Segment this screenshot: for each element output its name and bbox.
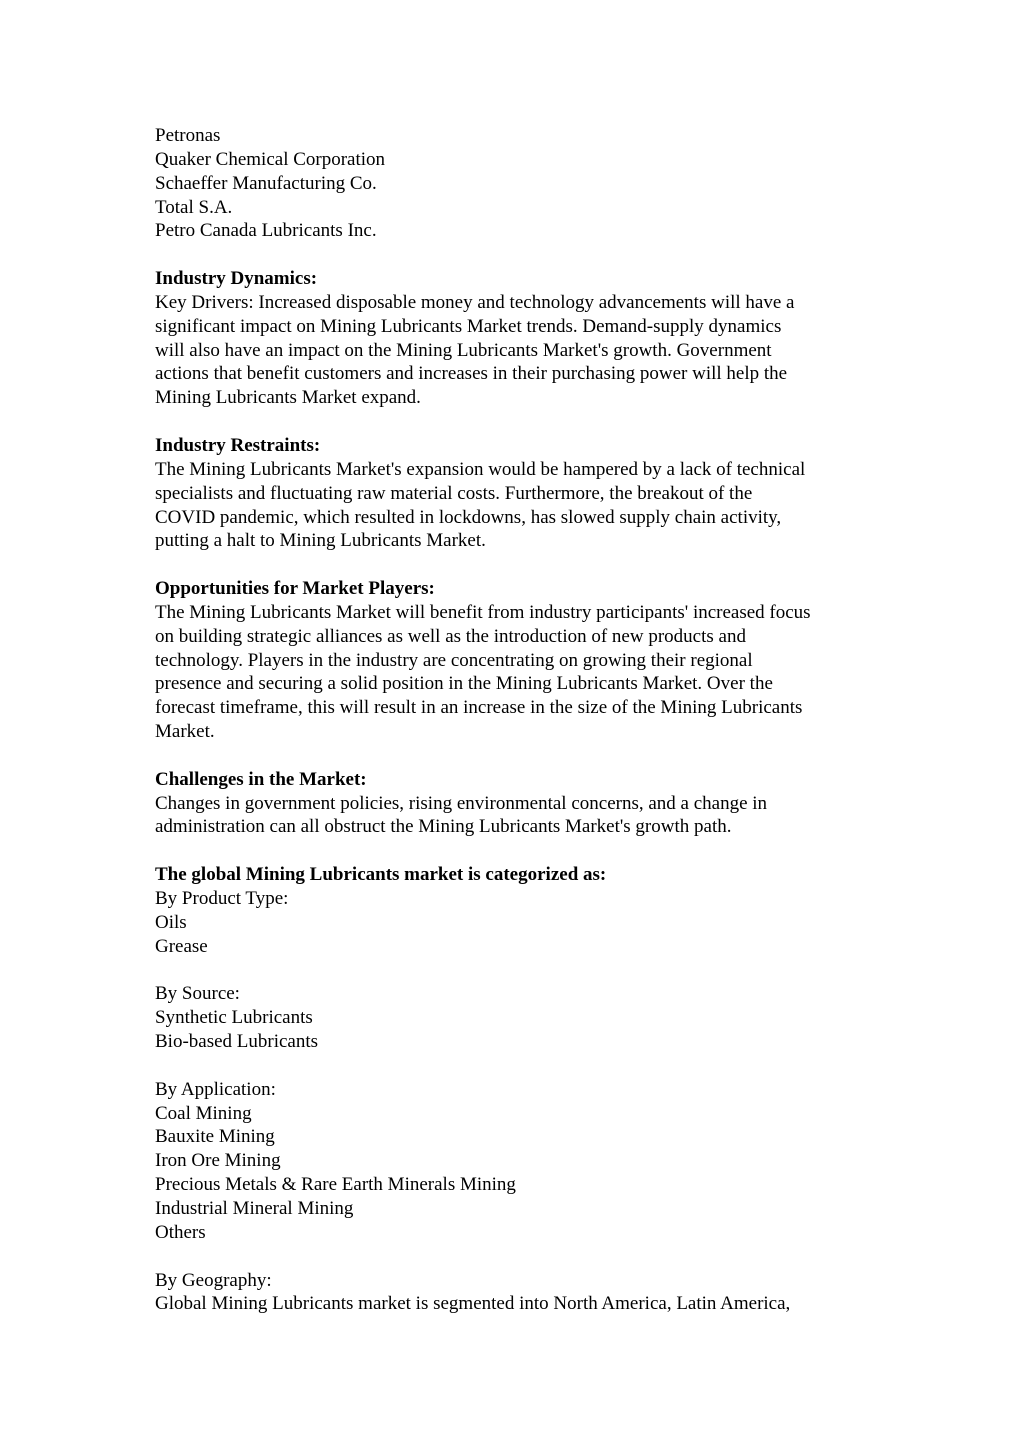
company-name: Petronas: [155, 125, 221, 146]
category-label: By Source:: [155, 983, 240, 1005]
paragraph-line: significant impact on Mining Lubricants Market trends. Demand-supply dynamics: [155, 315, 782, 337]
section-heading: Opportunities for Market Players:: [155, 578, 435, 600]
source-group: [155, 982, 895, 1054]
geography-group: [155, 1269, 895, 1317]
paragraph-line: Market.: [155, 721, 215, 743]
challenges-section: [155, 768, 895, 840]
paragraph-line: Global Mining Lubricants market is segmented into North America, Latin America,: [155, 1293, 791, 1315]
paragraph-line: administration can all obstruct the Mining Lubricants Market's growth path.: [155, 816, 732, 838]
category-item: Synthetic Lubricants: [155, 1007, 313, 1029]
category-label: By Product Type:: [155, 888, 289, 909]
paragraph-line: The Mining Lubricants Market will benefit from industry participants' increased focus: [155, 601, 811, 623]
company-name: Quaker Chemical Corporation: [155, 148, 386, 170]
spacer: [155, 410, 895, 434]
opportunities-section: [155, 577, 895, 744]
category-item: Precious Metals & Rare Earth Minerals Mining: [155, 1174, 516, 1196]
company-name: Petro Canada Lubricants Inc.: [155, 220, 377, 242]
category-item: Industrial Mineral Mining: [155, 1197, 354, 1219]
paragraph-line: COVID pandemic, which resulted in lockdowns, has slowed supply chain activity,: [155, 506, 782, 528]
section-heading: Industry Restraints:: [155, 434, 321, 456]
paragraph-line: The Mining Lubricants Market's expansion would be hampered by a lack of technical: [155, 458, 806, 480]
section-heading: The global Mining Lubricants market is categorized as:: [155, 864, 607, 886]
spacer: [155, 839, 895, 863]
section-heading: Challenges in the Market:: [155, 768, 367, 790]
application-group: [155, 1078, 895, 1245]
paragraph-line: forecast timeframe, this will result in an increase in the size of the Mining Lubricants: [155, 697, 803, 719]
industry-restraints-section: [155, 434, 895, 553]
category-label: By Geography:: [155, 1269, 272, 1291]
spacer: [155, 1245, 895, 1269]
paragraph-line: Mining Lubricants Market expand.: [155, 387, 421, 409]
category-item: Bio-based Lubricants: [155, 1031, 319, 1053]
category-item: Coal Mining: [155, 1102, 252, 1124]
paragraph-line: specialists and fluctuating raw material costs. Furthermore, the breakout of the: [155, 482, 753, 504]
category-item: Grease: [155, 935, 208, 957]
paragraph-line: presence and securing a solid position in the Mining Lubricants Market. Over the: [155, 673, 773, 695]
category-item: Iron Ore Mining: [155, 1150, 281, 1172]
categorization-section: [155, 863, 895, 1316]
section-heading: Industry Dynamics:: [155, 268, 318, 290]
paragraph-line: Key Drivers: Increased disposable money and technology advancements will have a: [155, 291, 795, 313]
company-name: Schaeffer Manufacturing Co.: [155, 172, 377, 194]
document-page: [155, 124, 895, 1316]
paragraph-line: putting a halt to Mining Lubricants Market.: [155, 530, 486, 552]
spacer: [155, 744, 895, 768]
product-type-group: [155, 887, 895, 959]
paragraph-line: actions that benefit customers and increases in their purchasing power will help the: [155, 363, 788, 385]
spacer: [155, 243, 895, 267]
spacer: [155, 1054, 895, 1078]
paragraph-line: will also have an impact on the Mining Lubricants Market's growth. Government: [155, 339, 772, 361]
category-label: By Application:: [155, 1078, 276, 1100]
company-name: Total S.A.: [155, 196, 233, 218]
category-item: Oils: [155, 911, 187, 933]
category-item: Others: [155, 1221, 206, 1243]
paragraph-line: on building strategic alliances as well as the introduction of new products and: [155, 625, 746, 647]
paragraph-line: Changes in government policies, rising environmental concerns, and a change in: [155, 792, 768, 814]
spacer: [155, 959, 895, 983]
category-item: Bauxite Mining: [155, 1126, 275, 1148]
industry-dynamics-section: [155, 267, 895, 410]
spacer: [155, 553, 895, 577]
paragraph-line: technology. Players in the industry are concentrating on growing their regional: [155, 649, 753, 671]
company-list: [155, 124, 895, 243]
